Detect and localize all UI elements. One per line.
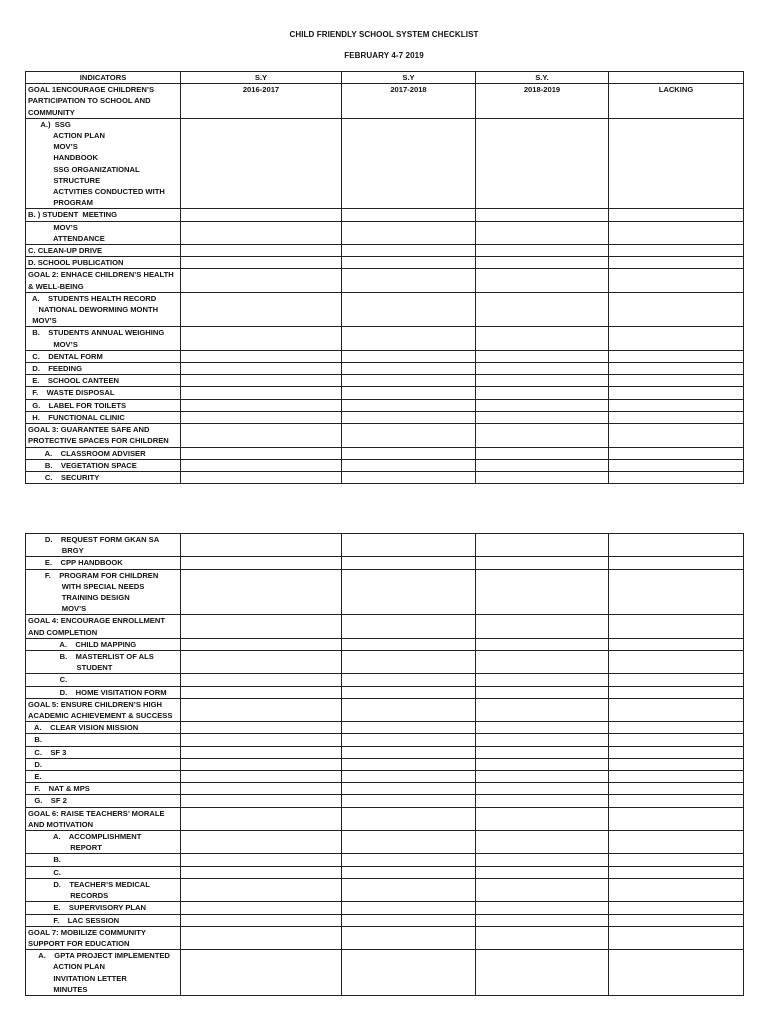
table-row — [26, 771, 744, 783]
table-row — [26, 926, 744, 949]
table-row — [26, 269, 744, 292]
value-cell — [342, 118, 476, 209]
value-cell — [342, 866, 476, 878]
table-row — [26, 698, 744, 721]
value-cell — [342, 734, 476, 746]
value-cell — [181, 221, 342, 244]
value-cell — [342, 783, 476, 795]
table-row — [26, 686, 744, 698]
indicator-cell: C. CLEAN-UP DRIVE — [26, 245, 181, 257]
indicator-cell: MOV’S ATTENDANCE — [26, 221, 181, 244]
indicator-cell: GOAL 3: GUARANTEE SAFE AND PROTECTIVE SPACES FOR CHILDREN — [26, 424, 181, 447]
value-cell — [476, 459, 609, 471]
table-row — [26, 350, 744, 362]
value-cell — [181, 914, 342, 926]
indicator-cell: A. CHILD MAPPING — [26, 638, 181, 650]
value-cell — [342, 411, 476, 423]
value-cell — [181, 758, 342, 770]
value-cell — [609, 399, 744, 411]
value-cell — [342, 209, 476, 221]
indicator-cell: A. GPTA PROJECT IMPLEMENTED ACTION PLAN INVITATION LETTER MINUTES — [26, 950, 181, 996]
indicator-cell: F. LAC SESSION — [26, 914, 181, 926]
value-cell — [476, 698, 609, 721]
value-cell — [609, 866, 744, 878]
value-cell — [342, 651, 476, 674]
value-cell — [476, 375, 609, 387]
value-cell — [342, 447, 476, 459]
value-cell — [476, 638, 609, 650]
value-cell — [181, 783, 342, 795]
value-cell — [476, 534, 609, 557]
indicator-cell: E. SUPERVISORY PLAN — [26, 902, 181, 914]
value-cell — [609, 245, 744, 257]
value-cell — [181, 615, 342, 638]
value-cell — [476, 245, 609, 257]
value-cell — [342, 902, 476, 914]
value-cell — [181, 411, 342, 423]
table-row — [26, 375, 744, 387]
value-cell — [181, 363, 342, 375]
value-cell — [342, 686, 476, 698]
value-cell — [476, 746, 609, 758]
table-row — [26, 866, 744, 878]
value-cell — [342, 926, 476, 949]
value-cell — [342, 557, 476, 569]
value-cell — [476, 914, 609, 926]
indicator-cell: H. FUNCTIONAL CLINIC — [26, 411, 181, 423]
indicator-cell: G. SF 2 — [26, 795, 181, 807]
value-cell — [476, 257, 609, 269]
indicator-cell: F. PROGRAM FOR CHILDREN WITH SPECIAL NEEDS TRAINING DESIGN MOV’S — [26, 569, 181, 615]
indicator-cell: D. TEACHER’S MEDICAL RECORDS — [26, 878, 181, 901]
value-cell — [609, 950, 744, 996]
value-cell — [476, 783, 609, 795]
indicator-cell: B. ) STUDENT MEETING — [26, 209, 181, 221]
value-cell — [342, 674, 476, 686]
header-row — [26, 72, 744, 84]
value-cell — [609, 424, 744, 447]
table-row — [26, 363, 744, 375]
indicator-cell: B. — [26, 734, 181, 746]
value-cell — [609, 734, 744, 746]
value-cell — [181, 257, 342, 269]
value-cell — [181, 447, 342, 459]
table-row — [26, 722, 744, 734]
indicator-cell: GOAL 1ENCOURAGE CHILDREN’S PARTICIPATION TO SCHOOL AND COMMUNITY — [26, 84, 181, 119]
value-cell — [609, 902, 744, 914]
table-row — [26, 674, 744, 686]
value-cell — [609, 375, 744, 387]
value-cell — [609, 807, 744, 830]
value-cell — [181, 746, 342, 758]
indicator-cell: D. — [26, 758, 181, 770]
value-cell — [476, 118, 609, 209]
table-row — [26, 557, 744, 569]
value-cell — [181, 807, 342, 830]
indicator-cell: GOAL 4: ENCOURAGE ENROLLMENT AND COMPLETION — [26, 615, 181, 638]
value-cell — [181, 902, 342, 914]
value-cell — [342, 327, 476, 350]
value-cell — [476, 854, 609, 866]
table-row — [26, 878, 744, 901]
value-cell — [609, 459, 744, 471]
value-cell — [609, 878, 744, 901]
value-cell — [609, 471, 744, 483]
value-cell — [609, 771, 744, 783]
table-row — [26, 783, 744, 795]
value-cell — [609, 758, 744, 770]
value-cell — [342, 471, 476, 483]
table-row — [26, 914, 744, 926]
value-cell — [181, 375, 342, 387]
value-cell — [476, 902, 609, 914]
value-cell — [342, 257, 476, 269]
table-row — [26, 459, 744, 471]
value-cell — [609, 831, 744, 854]
indicator-cell: F. NAT & MPS — [26, 783, 181, 795]
value-cell — [476, 411, 609, 423]
value-cell — [181, 350, 342, 362]
value-cell — [476, 209, 609, 221]
table-row — [26, 257, 744, 269]
value-cell — [342, 914, 476, 926]
value-cell — [181, 245, 342, 257]
value-cell — [476, 269, 609, 292]
value-cell — [609, 854, 744, 866]
value-cell — [342, 638, 476, 650]
value-cell — [476, 878, 609, 901]
indicator-cell: C. — [26, 866, 181, 878]
value-cell — [342, 363, 476, 375]
indicator-cell: A. CLEAR VISION MISSION — [26, 722, 181, 734]
value-cell — [476, 447, 609, 459]
value-cell — [609, 292, 744, 327]
indicator-cell: E. SCHOOL CANTEEN — [26, 375, 181, 387]
value-cell — [609, 926, 744, 949]
value-cell — [609, 638, 744, 650]
value-cell — [609, 914, 744, 926]
value-cell — [609, 411, 744, 423]
header-sy-2: S.Y — [342, 72, 476, 84]
value-cell — [609, 651, 744, 674]
table-row — [26, 327, 744, 350]
indicator-cell: D. REQUEST FORM GKAN SA BRGY — [26, 534, 181, 557]
header-indicators: INDICATORS — [26, 72, 181, 84]
value-cell — [181, 557, 342, 569]
value-cell — [476, 350, 609, 362]
value-cell — [342, 375, 476, 387]
indicator-cell: G. LABEL FOR TOILETS — [26, 399, 181, 411]
value-cell — [181, 651, 342, 674]
indicator-cell: D. FEEDING — [26, 363, 181, 375]
indicator-cell: GOAL 2: ENHACE CHILDREN’S HEALTH & WELL-BEING — [26, 269, 181, 292]
table-row — [26, 447, 744, 459]
table-row — [26, 471, 744, 483]
value-cell — [181, 569, 342, 615]
value-cell — [609, 534, 744, 557]
indicator-cell: B. STUDENTS ANNUAL WEIGHING MOV’S — [26, 327, 181, 350]
indicator-cell: C. SECURITY — [26, 471, 181, 483]
value-cell — [609, 722, 744, 734]
value-cell — [476, 926, 609, 949]
indicator-cell: E. — [26, 771, 181, 783]
table-row — [26, 831, 744, 854]
value-cell — [181, 424, 342, 447]
table-row — [26, 118, 744, 209]
value-cell — [181, 854, 342, 866]
value-cell — [342, 771, 476, 783]
value-cell — [181, 686, 342, 698]
value-cell — [181, 674, 342, 686]
value-cell — [342, 245, 476, 257]
value-cell — [181, 638, 342, 650]
value-cell — [342, 758, 476, 770]
value-cell — [181, 327, 342, 350]
value-cell — [476, 734, 609, 746]
value-cell — [476, 327, 609, 350]
value-cell — [181, 734, 342, 746]
table-row — [26, 209, 744, 221]
table-row — [26, 902, 744, 914]
value-cell — [476, 363, 609, 375]
value-cell — [181, 471, 342, 483]
value-cell — [342, 424, 476, 447]
table-row — [26, 534, 744, 557]
table-row — [26, 292, 744, 327]
value-cell — [181, 209, 342, 221]
value-cell — [181, 831, 342, 854]
value-cell — [476, 569, 609, 615]
table-row — [26, 950, 744, 996]
value-cell — [609, 569, 744, 615]
table-row — [26, 84, 744, 119]
table-row — [26, 569, 744, 615]
value-cell — [476, 795, 609, 807]
value-cell — [609, 221, 744, 244]
table-row — [26, 424, 744, 447]
value-cell — [342, 387, 476, 399]
value-cell: 2018-2019 — [476, 84, 609, 119]
value-cell — [181, 698, 342, 721]
value-cell — [476, 674, 609, 686]
value-cell — [181, 878, 342, 901]
value-cell: LACKING — [609, 84, 744, 119]
table-row — [26, 245, 744, 257]
value-cell — [342, 221, 476, 244]
indicator-cell: C. — [26, 674, 181, 686]
table-row — [26, 758, 744, 770]
indicator-cell: GOAL 6: RAISE TEACHERS’ MORALE AND MOTIVATION — [26, 807, 181, 830]
table-row — [26, 795, 744, 807]
table-row — [26, 387, 744, 399]
value-cell — [609, 387, 744, 399]
value-cell — [609, 615, 744, 638]
value-cell — [342, 269, 476, 292]
indicator-cell: F. WASTE DISPOSAL — [26, 387, 181, 399]
value-cell — [181, 118, 342, 209]
value-cell — [476, 771, 609, 783]
value-cell — [476, 866, 609, 878]
table-row — [26, 746, 744, 758]
value-cell — [609, 363, 744, 375]
indicator-cell: GOAL 5: ENSURE CHILDREN’S HIGH ACADEMIC ACHIEVEMENT & SUCCESS — [26, 698, 181, 721]
value-cell — [342, 746, 476, 758]
header-sy-3: S.Y. — [476, 72, 609, 84]
table-row — [26, 221, 744, 244]
value-cell — [181, 399, 342, 411]
value-cell — [476, 557, 609, 569]
value-cell — [476, 807, 609, 830]
value-cell — [342, 807, 476, 830]
value-cell — [609, 269, 744, 292]
value-cell — [342, 292, 476, 327]
indicator-cell: A. ACCOMPLISHMENT REPORT — [26, 831, 181, 854]
value-cell — [181, 722, 342, 734]
value-cell — [342, 569, 476, 615]
value-cell — [181, 459, 342, 471]
document-date: FEBRUARY 4-7 2019 — [344, 51, 424, 60]
value-cell — [609, 686, 744, 698]
value-cell — [476, 399, 609, 411]
value-cell — [181, 269, 342, 292]
table-row — [26, 411, 744, 423]
header-sy-1: S.Y — [181, 72, 342, 84]
table-row — [26, 638, 744, 650]
indicator-cell: E. CPP HANDBOOK — [26, 557, 181, 569]
table-row — [26, 651, 744, 674]
value-cell — [181, 866, 342, 878]
indicator-cell: B. MASTERLIST OF ALS STUDENT — [26, 651, 181, 674]
value-cell — [609, 795, 744, 807]
value-cell — [476, 292, 609, 327]
value-cell — [181, 795, 342, 807]
value-cell — [609, 783, 744, 795]
checklist-table-page-1 — [25, 71, 744, 484]
value-cell — [476, 950, 609, 996]
value-cell — [609, 447, 744, 459]
indicator-cell: A. STUDENTS HEALTH RECORD NATIONAL DEWORMING MONTH MOV’S — [26, 292, 181, 327]
indicator-cell: D. HOME VISITATION FORM — [26, 686, 181, 698]
table-row — [26, 734, 744, 746]
indicator-cell: C. DENTAL FORM — [26, 350, 181, 362]
table-row — [26, 615, 744, 638]
value-cell — [342, 698, 476, 721]
value-cell: 2017-2018 — [342, 84, 476, 119]
indicator-cell: D. SCHOOL PUBLICATION — [26, 257, 181, 269]
value-cell — [342, 350, 476, 362]
value-cell — [342, 950, 476, 996]
value-cell — [476, 758, 609, 770]
value-cell — [181, 534, 342, 557]
table-row — [26, 807, 744, 830]
value-cell — [609, 557, 744, 569]
value-cell — [342, 534, 476, 557]
value-cell — [609, 327, 744, 350]
value-cell — [476, 651, 609, 674]
checklist-table-page-2 — [25, 533, 744, 996]
value-cell — [609, 698, 744, 721]
value-cell — [609, 674, 744, 686]
indicator-cell: C. SF 3 — [26, 746, 181, 758]
indicator-cell: A.) SSG ACTION PLAN MOV’S HANDBOOK SSG ORGANIZATIONAL STRUCTURE ACTVITIES CONDUCTED WITH PROGRAM — [26, 118, 181, 209]
value-cell — [342, 459, 476, 471]
value-cell — [342, 795, 476, 807]
indicator-cell: B. VEGETATION SPACE — [26, 459, 181, 471]
indicator-cell: GOAL 7: MOBILIZE COMMUNITY SUPPORT FOR EDUCATION — [26, 926, 181, 949]
table-row — [26, 854, 744, 866]
value-cell — [609, 257, 744, 269]
value-cell — [476, 221, 609, 244]
value-cell — [476, 471, 609, 483]
value-cell — [476, 615, 609, 638]
value-cell — [181, 292, 342, 327]
value-cell — [476, 387, 609, 399]
value-cell — [181, 387, 342, 399]
value-cell — [181, 950, 342, 996]
value-cell — [476, 722, 609, 734]
value-cell — [342, 722, 476, 734]
value-cell — [609, 350, 744, 362]
value-cell — [181, 926, 342, 949]
value-cell — [181, 771, 342, 783]
value-cell — [342, 831, 476, 854]
value-cell — [609, 118, 744, 209]
value-cell — [342, 615, 476, 638]
value-cell — [342, 399, 476, 411]
indicator-cell: B. — [26, 854, 181, 866]
value-cell — [476, 831, 609, 854]
value-cell — [476, 424, 609, 447]
value-cell: 2016-2017 — [181, 84, 342, 119]
value-cell — [342, 878, 476, 901]
indicator-cell: A. CLASSROOM ADVISER — [26, 447, 181, 459]
value-cell — [609, 209, 744, 221]
table-row — [26, 399, 744, 411]
value-cell — [342, 854, 476, 866]
value-cell — [609, 746, 744, 758]
value-cell — [476, 686, 609, 698]
document-title: CHILD FRIENDLY SCHOOL SYSTEM CHECKLIST — [289, 30, 479, 39]
header-lacking — [609, 72, 744, 84]
